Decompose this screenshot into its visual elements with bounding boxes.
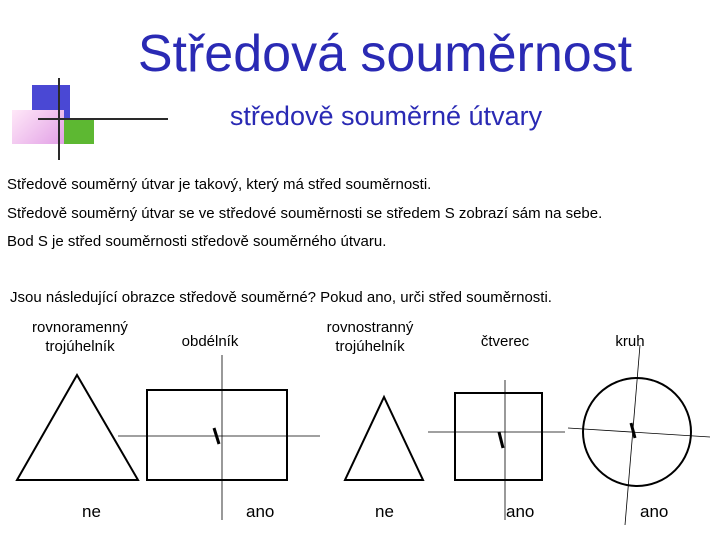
square-shape [455, 393, 542, 480]
answer-isosceles-triangle: ne [82, 502, 101, 521]
answer-equilateral-triangle: ne [375, 502, 394, 521]
definition-paragraph-2: Středově souměrný útvar se ve středové souměrnosti se středem S zobrazí sám na sebe. [7, 205, 603, 222]
isosceles-triangle-shape [17, 375, 138, 480]
answer-square: ano [506, 502, 535, 521]
definition-paragraph-1: Středově souměrný útvar je takový, který má střed souměrnosti. [7, 176, 432, 193]
slide-subtitle: středově souměrné útvary [229, 101, 543, 131]
circle-axis-2 [625, 345, 640, 525]
answer-circle: ano [640, 502, 669, 521]
square-center-mark [499, 432, 503, 448]
equilateral-triangle-shape [345, 397, 423, 480]
circle-axis-1 [568, 428, 710, 437]
question-text: Jsou následující obrazce středově souměrné? Pokud ano, urči střed souměrnosti. [10, 289, 552, 306]
figure-label-rectangle: obdélník [181, 333, 239, 350]
circle-center-mark [631, 423, 635, 438]
answer-rectangle: ano [246, 502, 275, 521]
figure-label-equilateral-triangle: rovnostranný trojúhelník [326, 319, 414, 355]
slide-title: Středová souměrnost [137, 25, 633, 83]
figure-label-square: čtverec [480, 333, 530, 350]
figure-label-isosceles-triangle: rovnoramenný trojúhelník [32, 319, 128, 355]
figure-label-circle: kruh [615, 333, 645, 350]
definition-paragraph-3: Bod S je střed souměrnosti středově souměrného útvaru. [7, 233, 387, 250]
